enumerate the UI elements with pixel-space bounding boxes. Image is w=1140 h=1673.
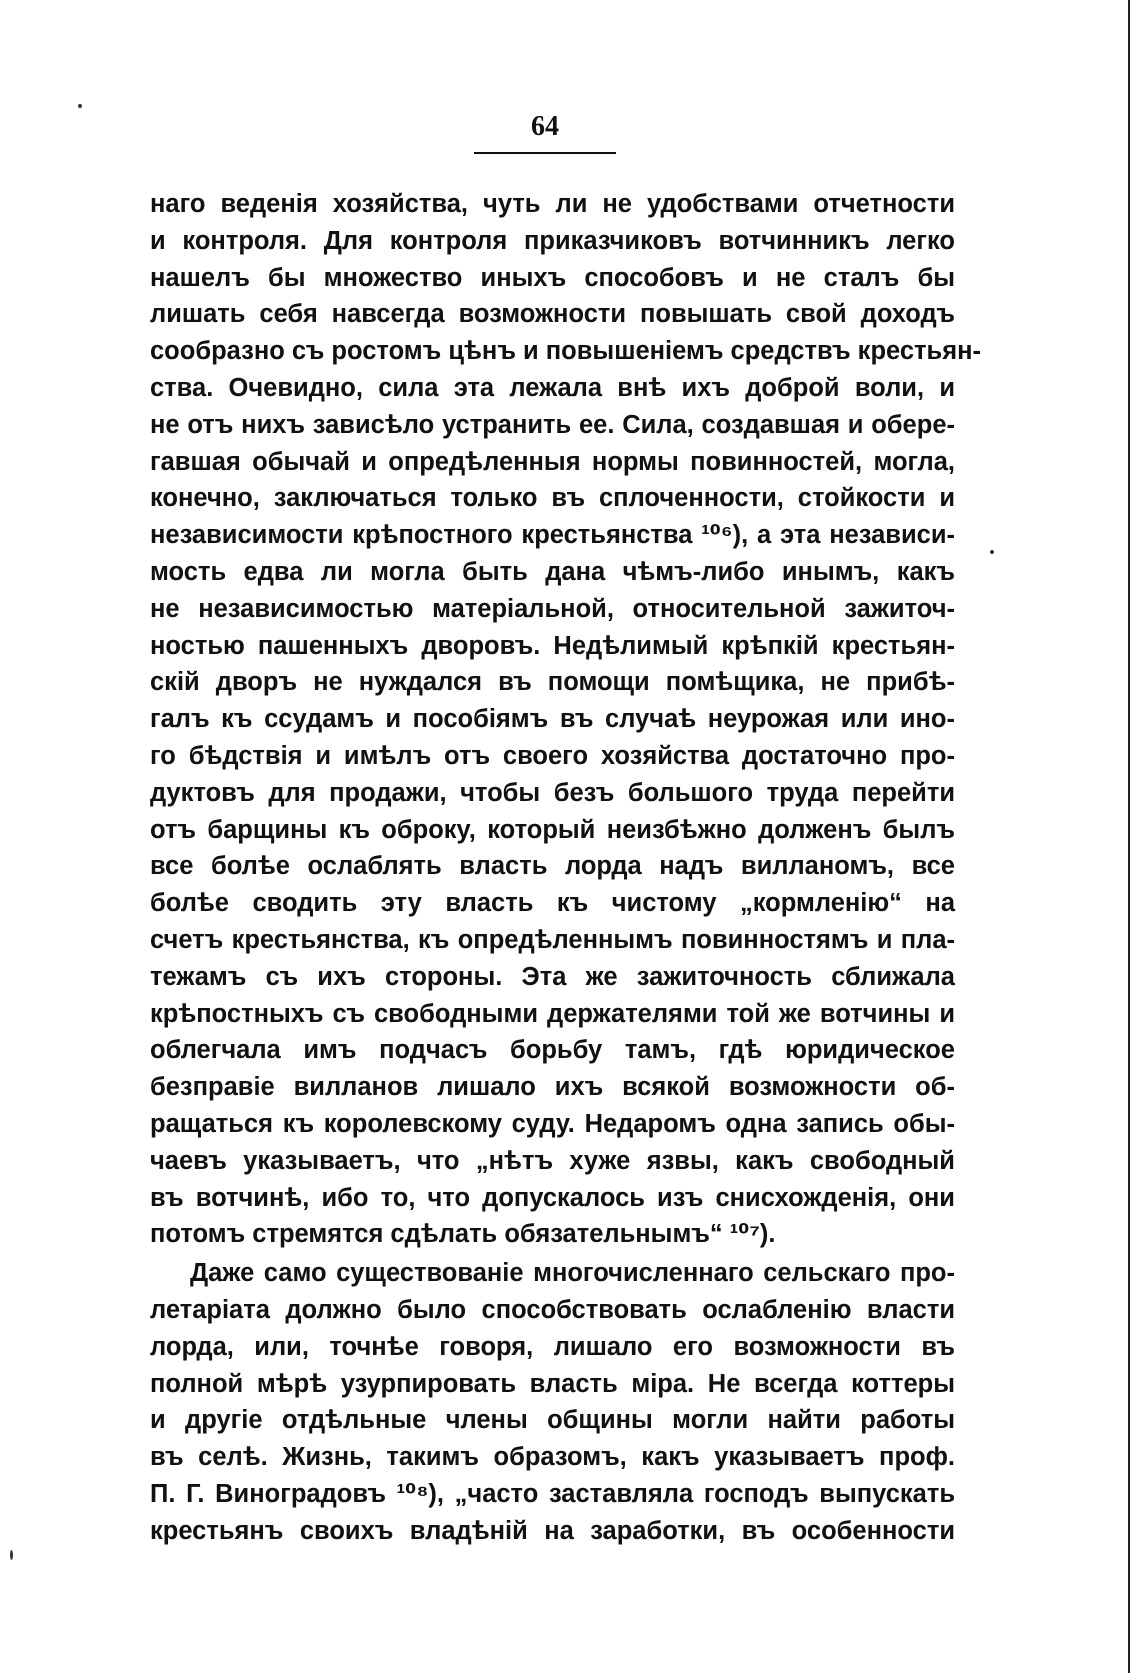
text-line: сообразно съ ростомъ цѣнъ и повышеніемъ средствъ крестьян-: [150, 337, 981, 366]
text-line: лорда, или, точнѣе говоря, лишало его возможности въ: [150, 1332, 955, 1361]
text-line: не отъ нихъ зависѣло устранить ее. Сила, создавшая и обере-: [150, 410, 955, 439]
text-line: ращаться къ королевскому суду. Недаромъ одна запись обы-: [150, 1109, 955, 1138]
text-body: [150, 186, 981, 1549]
text-line: безправіе вилланов лишало ихъ всякой возможности об-: [150, 1073, 955, 1102]
text-line: конечно, заключаться только въ сплоченности, стойкости и: [150, 484, 955, 513]
text-line: летаріата должно было способствовать ослабленію власти: [150, 1295, 955, 1324]
text-line: лишать себя навсегда возможности повышать свой доходъ: [150, 300, 955, 329]
paragraph-1: [150, 186, 981, 1253]
text-line: чаевъ указываетъ, что „нѣтъ хуже язвы, какъ свободный: [150, 1146, 955, 1175]
page-edge-line: [1128, 0, 1130, 1673]
text-line: тежамъ съ ихъ стороны. Эта же зажиточность сближала: [150, 962, 955, 991]
scan-speck: [990, 550, 994, 554]
page-header: [474, 112, 616, 154]
text-line: въ вотчинѣ, ибо то, что допускалось изъ снисхожденія, они: [150, 1183, 955, 1212]
text-line: болѣе сводить эту власть къ чистому „кормленію“ на: [150, 889, 955, 918]
text-line: наго веденія хозяйства, чуть ли не удобствами отчетности: [150, 190, 955, 218]
text-line: все болѣе ослаблять власть лорда надъ вилланомъ, все: [150, 852, 955, 881]
text-line: потомъ стремятся сдѣлать обязательнымъ“ ¹⁰⁷).: [150, 1220, 776, 1249]
text-line: крестьянъ своихъ владѣній на заработки, въ особенности: [150, 1516, 955, 1545]
text-line: и другіе отдѣльные члены общины могли найти работы: [150, 1406, 955, 1435]
text-line: ства. Очевидно, сила эта лежала внѣ ихъ доброй воли, и: [150, 373, 955, 402]
text-line: отъ барщины къ оброку, который неизбѣжно долженъ былъ: [150, 815, 955, 844]
text-line: нашелъ бы множество иныхъ способовъ и не сталъ бы: [150, 263, 955, 292]
text-line: крѣпостныхъ съ свободными держателями той же вотчины и: [150, 999, 955, 1028]
header-rule: [474, 152, 616, 154]
text-line: въ селѣ. Жизнь, такимъ образомъ, какъ указываетъ проф.: [150, 1443, 955, 1472]
page-number: 64: [531, 111, 559, 142]
text-line: гавшая обычай и опредѣленныя нормы повинностей, могла,: [150, 447, 955, 476]
text-line: ностью пашенныхъ дворовъ. Недѣлимый крѣпкій крестьян-: [150, 631, 955, 660]
text-line: Даже само существованіе многочисленнаго сельскаго про-: [190, 1259, 955, 1288]
scan-speck: [78, 104, 82, 108]
text-line: облегчала имъ подчасъ борьбу тамъ, гдѣ юридическое: [150, 1036, 955, 1065]
text-line: не независимостью матеріальной, относительной зажиточ-: [150, 594, 955, 623]
paragraph-2: [150, 1255, 955, 1549]
text-line: независимости крѣпостного крестьянства ¹⁰⁶), а эта независи-: [150, 521, 955, 550]
text-line: галъ къ ссудамъ и пособіямъ въ случаѣ неурожая или ино-: [150, 705, 955, 734]
text-line: го бѣдствія и имѣлъ отъ своего хозяйства достаточно про-: [150, 741, 955, 770]
text-line: полной мѣрѣ узурпировать власть міра. Не всегда коттеры: [150, 1369, 955, 1398]
text-line: П. Г. Виноградовъ ¹⁰⁸), „часто заставляла господъ выпускать: [150, 1479, 955, 1508]
text-line: счетъ крестьянства, къ опредѣленнымъ повинностямъ и пла-: [150, 925, 955, 954]
text-line: дуктовъ для продажи, чтобы безъ большого труда перейти: [150, 778, 955, 807]
text-line: мость едва ли могла быть дана чѣмъ-либо инымъ, какъ: [150, 557, 955, 586]
scan-speck: [10, 1550, 13, 1560]
text-line: и контроля. Для контроля приказчиковъ вотчинникъ легко: [150, 226, 955, 255]
text-line: скій дворъ не нуждался въ помощи помѣщика, не прибѣ-: [150, 668, 955, 697]
